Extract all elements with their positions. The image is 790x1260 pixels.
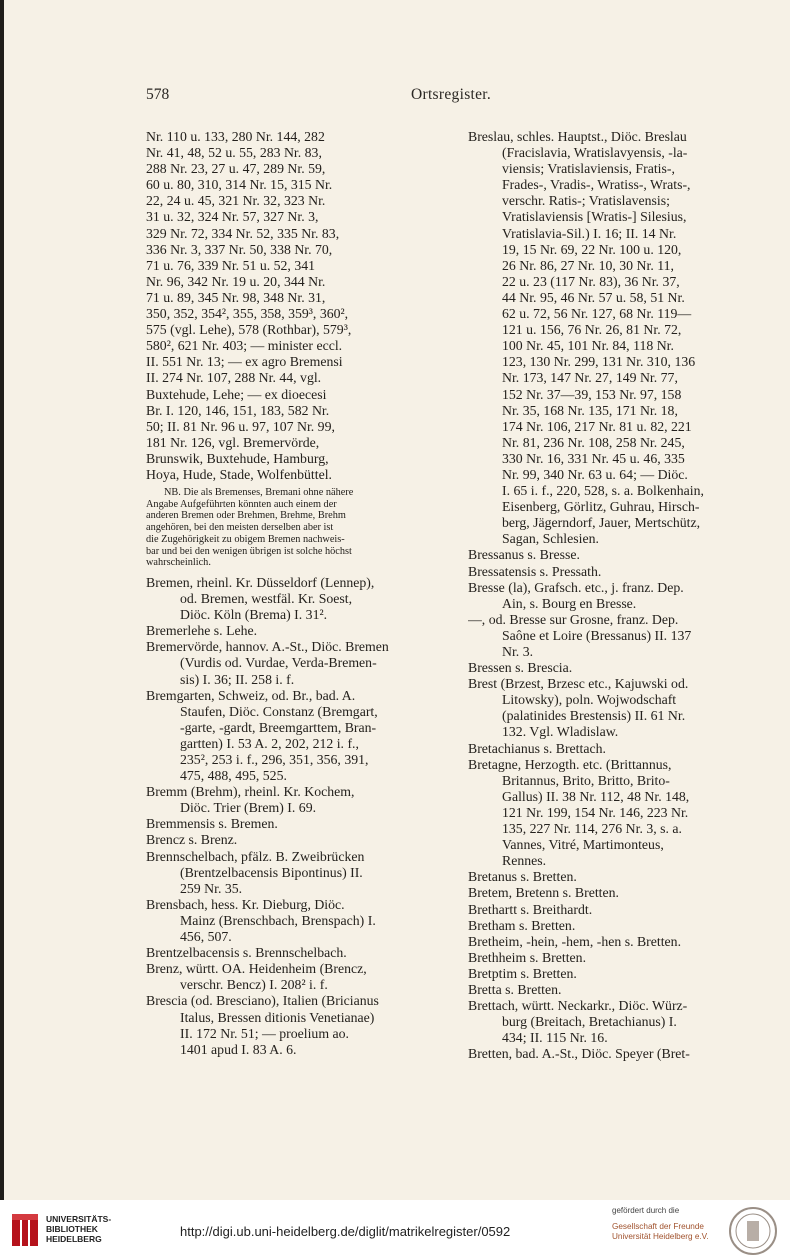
index-entry xyxy=(146,849,452,897)
index-entry xyxy=(468,547,788,563)
index-entry xyxy=(468,564,788,580)
entry-line: 434; II. 115 Nr. 16. xyxy=(502,1030,608,1046)
entry-line: 475, 488, 495, 525. xyxy=(180,768,287,784)
library-name xyxy=(46,1214,111,1244)
entry-line: Vratislaviensis [Wratis-] Silesius, xyxy=(502,209,687,225)
entry-line: 174 Nr. 106, 217 Nr. 81 u. 82, 221 xyxy=(502,418,692,434)
entry-line: Staufen, Diöc. Constanz (Bremgart, xyxy=(180,703,378,719)
entry-line: Diöc. Trier (Brem) I. 69. xyxy=(180,800,317,816)
index-entry-continued xyxy=(146,129,452,483)
entry-line: Sagan, Schlesien. xyxy=(502,531,599,547)
entry-line: viensis; Vratislaviensis, Fratis-, xyxy=(502,161,675,177)
footnote-line: Angabe Aufgeführten könnten auch einem der xyxy=(146,498,337,510)
running-title: Ortsregister. xyxy=(411,86,492,103)
society-name-line: Gesellschaft der Freunde xyxy=(612,1222,704,1231)
library-name-line: HEIDELBERG xyxy=(46,1234,102,1244)
entry-line: Bretham s. Bretten. xyxy=(468,917,576,933)
entry-line: Vannes, Vitré, Martimonteus, xyxy=(502,837,664,853)
entry-line: 329 Nr. 72, 334 Nr. 52, 335 Nr. 83, xyxy=(146,225,340,241)
index-entry xyxy=(468,129,788,547)
entry-line: Brest (Brzest, Brzesc etc., Kajuwski od. xyxy=(468,676,689,692)
entry-line: 31 u. 32, 324 Nr. 57, 327 Nr. 3, xyxy=(146,209,319,225)
entry-line: Britannus, Brito, Britto, Brito- xyxy=(502,772,670,788)
entry-line: Buxtehude, Lehe; — ex dioecesi xyxy=(146,386,327,402)
footnote-line: angehören, bei den meisten derselben aber ist xyxy=(146,522,334,534)
entry-line: II. 551 Nr. 13; — ex agro Bremensi xyxy=(146,354,343,370)
index-entry xyxy=(468,902,788,918)
entry-line: 181 Nr. 126, vgl. Bremervörde, xyxy=(146,434,320,450)
entry-line: 330 Nr. 16, 331 Nr. 45 u. 46, 335 xyxy=(502,450,685,466)
entry-line: Nr. 3. xyxy=(502,644,534,659)
entry-line: Bressatensis s. Pressath. xyxy=(468,563,602,579)
entry-line: Litowsky), poln. Wojwodschaft xyxy=(502,692,677,708)
entry-line: -garte, -gardt, Breemgarttem, Bran- xyxy=(180,719,377,735)
funded-by-label: gefördert durch die xyxy=(612,1206,680,1215)
entry-line: Bretheim, -hein, -hem, -hen s. Bretten. xyxy=(468,933,682,949)
index-entry xyxy=(146,993,452,1057)
footnote-line: die Zugehörigkeit zu obigem Bremen nachweis- xyxy=(146,533,345,545)
entry-line: Brentzelbacensis s. Brennschelbach. xyxy=(146,945,347,961)
index-entry xyxy=(468,660,788,676)
entry-line: 123, 130 Nr. 299, 131 Nr. 310, 136 xyxy=(502,354,696,370)
index-entry xyxy=(468,982,788,998)
entry-line: Bremmensis s. Bremen. xyxy=(146,816,278,832)
university-library-logo[interactable] xyxy=(10,1210,40,1250)
entry-line: 580², 621 Nr. 403; — minister eccl. xyxy=(146,338,343,354)
entry-line: Brenz, württ. OA. Heidenheim (Brencz, xyxy=(146,961,367,977)
index-entry xyxy=(468,934,788,950)
entry-line: 22 u. 23 (117 Nr. 83), 36 Nr. 37, xyxy=(502,273,680,289)
entry-line: Nr. 173, 147 Nr. 27, 149 Nr. 77, xyxy=(502,370,678,386)
entry-line: 132. Vgl. Wladislaw. xyxy=(502,724,619,740)
entry-line: 152 Nr. 37—39, 153 Nr. 97, 158 xyxy=(502,386,682,402)
entry-line: od. Bremen, westfäl. Kr. Soest, xyxy=(180,591,353,607)
entry-line: Hoya, Hude, Stade, Wolfenbüttel. xyxy=(146,466,333,482)
entry-line: Mainz (Brenschbach, Brenspach) I. xyxy=(180,912,376,928)
entry-line: Bretten, bad. A.-St., Diöc. Speyer (Bret- xyxy=(468,1046,690,1062)
entry-line: 62 u. 72, 56 Nr. 127, 68 Nr. 119— xyxy=(502,306,692,322)
entry-line: Brunswik, Buxtehude, Hamburg, xyxy=(146,450,329,466)
entry-line: 100 Nr. 45, 101 Nr. 84, 118 Nr. xyxy=(502,338,674,354)
entry-line: 71 u. 76, 339 Nr. 51 u. 52, 341 xyxy=(146,257,316,273)
entry-line: Vratislavia-Sil.) I. 16; II. 14 Nr. xyxy=(502,225,677,241)
entry-line: Br. I. 120, 146, 151, 183, 582 Nr. xyxy=(146,402,330,418)
entry-line: burg (Breitach, Bretachianus) I. xyxy=(502,1014,677,1030)
entry-line: Bretta s. Bretten. xyxy=(468,981,562,997)
footnote-line: bar und bei den wenigen übrigen ist solche höchst xyxy=(146,545,352,557)
entry-line: sis) I. 36; II. 258 i. f. xyxy=(180,671,295,687)
entry-line: Bremgarten, Schweiz, od. Br., bad. A. xyxy=(146,687,356,703)
entry-line: Bretachianus s. Brettach. xyxy=(468,740,606,756)
entry-line: Bressanus s. Bresse. xyxy=(468,547,580,563)
entry-line: Bremerlehe s. Lehe. xyxy=(146,623,258,639)
footnote-line: anderen Bremen oder Brehmen, Brehme, Brehm xyxy=(146,510,346,522)
entry-line: I. 65 i. f., 220, 528, s. a. Bolkenhain, xyxy=(502,483,704,499)
entry-line: 350, 352, 354², 355, 358, 359³, 360², xyxy=(146,306,349,322)
society-name-line: Universität Heidelberg e.V. xyxy=(612,1232,709,1241)
index-entry xyxy=(468,580,788,612)
viewer-footer xyxy=(0,1200,790,1260)
footnote xyxy=(146,487,452,569)
entry-line: 135, 227 Nr. 114, 276 Nr. 3, s. a. xyxy=(502,821,682,837)
entry-line: 121 u. 156, 76 Nr. 26, 81 Nr. 72, xyxy=(502,322,682,338)
index-entry xyxy=(146,897,452,945)
entry-line: 575 (vgl. Lehe), 578 (Rothbar), 579³, xyxy=(146,322,352,338)
entry-line: Bretanus s. Bretten. xyxy=(468,869,577,885)
left-column xyxy=(146,129,452,1058)
entry-line: Brencz s. Brenz. xyxy=(146,832,238,848)
entry-line: (Brentzelbacensis Bipontinus) II. xyxy=(180,864,363,880)
entry-line: Diöc. Köln (Brema) I. 31². xyxy=(180,607,328,623)
footnote-line: NB. Die als Bremenses, Bremani ohne nähere xyxy=(164,487,354,499)
society-name[interactable] xyxy=(612,1222,709,1242)
entry-line: II. 172 Nr. 51; — proelium ao. xyxy=(180,1025,349,1041)
entry-line: Eisenberg, Görlitz, Guhrau, Hirsch- xyxy=(502,499,700,515)
entry-line: Bremervörde, hannov. A.-St., Diöc. Bremen xyxy=(146,639,389,655)
index-entry xyxy=(146,816,452,832)
index-entry xyxy=(146,945,452,961)
entry-line: berg, Jägerndorf, Jauer, Mertschütz, xyxy=(502,515,701,531)
index-entry xyxy=(468,1046,788,1062)
entry-line: —, od. Bresse sur Grosne, franz. Dep. xyxy=(468,611,679,627)
entry-line: Nr. 96, 342 Nr. 19 u. 20, 344 Nr. xyxy=(146,273,326,289)
entry-line: (Fracislavia, Wratislavyensis, -la- xyxy=(502,145,688,161)
entry-line: 456, 507. xyxy=(180,929,232,945)
index-entry xyxy=(468,918,788,934)
index-entry xyxy=(468,885,788,901)
entry-line: 288 Nr. 23, 27 u. 47, 289 Nr. 59, xyxy=(146,161,326,177)
index-entry xyxy=(146,688,452,785)
entry-line: 235², 253 i. f., 296, 351, 356, 391, xyxy=(180,752,369,768)
index-entry xyxy=(146,623,452,639)
library-name-line: UNIVERSITÄTS- xyxy=(46,1214,112,1224)
university-seal-icon xyxy=(728,1206,778,1256)
permalink-url[interactable]: http://digi.ub.uni-heidelberg.de/diglit/matrikelregister/0592 xyxy=(180,1224,511,1239)
entry-line: Gallus) II. 38 Nr. 112, 48 Nr. 148, xyxy=(502,788,690,804)
entry-line: 19, 15 Nr. 69, 22 Nr. 100 u. 120, xyxy=(502,241,682,257)
index-entry xyxy=(468,998,788,1046)
index-entry xyxy=(468,966,788,982)
library-name-line: BIBLIOTHEK xyxy=(46,1224,98,1234)
entry-line: 50; II. 81 Nr. 96 u. 97, 107 Nr. 99, xyxy=(146,418,335,434)
entry-line: Bremen, rheinl. Kr. Düsseldorf (Lennep), xyxy=(146,574,375,590)
entry-line: II. 274 Nr. 107, 288 Nr. 44, vgl. xyxy=(146,370,322,386)
index-entry xyxy=(146,784,452,816)
entry-line: 121 Nr. 199, 154 Nr. 146, 223 Nr. xyxy=(502,804,689,820)
entry-line: Frades-, Vradis-, Wratiss-, Wrats-, xyxy=(502,177,691,193)
entry-line: gartten) I. 53 A. 2, 202, 212 i. f., xyxy=(180,735,359,751)
entry-line: Ain, s. Bourg en Bresse. xyxy=(502,595,637,611)
entry-line: 26 Nr. 86, 27 Nr. 10, 30 Nr. 11, xyxy=(502,257,674,273)
index-entry xyxy=(468,676,788,740)
index-entry xyxy=(468,612,788,660)
entry-line: Brettach, württ. Neckarkr., Diöc. Würz- xyxy=(468,998,688,1014)
entry-line: Italus, Bressen ditionis Venetianae) xyxy=(180,1009,375,1025)
entry-line: Bretem, Bretenn s. Bretten. xyxy=(468,885,619,901)
entry-line: verschr. Bencz) I. 208² i. f. xyxy=(180,977,328,993)
entry-line: 1401 apud I. 83 A. 6. xyxy=(180,1041,297,1057)
entry-line: Nr. 41, 48, 52 u. 55, 283 Nr. 83, xyxy=(146,145,322,161)
right-column xyxy=(468,129,788,1062)
entry-line: Bressen s. Brescia. xyxy=(468,660,573,676)
footnote-line: wahrscheinlich. xyxy=(146,557,211,569)
entry-line: Nr. 35, 168 Nr. 135, 171 Nr. 18, xyxy=(502,402,678,418)
entry-line: verschr. Ratis-; Vratislavensis; xyxy=(502,193,670,209)
entry-line: Nr. 81, 236 Nr. 108, 258 Nr. 245, xyxy=(502,434,685,450)
page-number: 578 xyxy=(146,86,170,103)
entry-line: Brethheim s. Bretten. xyxy=(468,949,587,965)
index-entry xyxy=(468,741,788,757)
entry-line: 22, 24 u. 45, 321 Nr. 32, 323 Nr. xyxy=(146,193,326,209)
entry-line: 71 u. 89, 345 Nr. 98, 348 Nr. 31, xyxy=(146,289,326,305)
entry-line: Rennes. xyxy=(502,853,547,869)
index-entry xyxy=(468,950,788,966)
entry-line: Brensbach, hess. Kr. Dieburg, Diöc. xyxy=(146,896,345,912)
entry-line: 60 u. 80, 310, 314 Nr. 15, 315 Nr. xyxy=(146,177,333,193)
entry-line: 336 Nr. 3, 337 Nr. 50, 338 Nr. 70, xyxy=(146,241,333,257)
entry-line: Bresse (la), Grafsch. etc., j. franz. Dep. xyxy=(468,579,684,595)
entry-line: 44 Nr. 95, 46 Nr. 57 u. 58, 51 Nr. xyxy=(502,289,685,305)
entry-line: Brennschelbach, pfälz. B. Zweibrücken xyxy=(146,848,365,864)
entry-line: Saône et Loire (Bressanus) II. 137 xyxy=(502,627,692,643)
index-entry xyxy=(146,575,452,623)
index-entry xyxy=(146,639,452,687)
entry-line: Brescia (od. Bresciano), Italien (Bricianus xyxy=(146,993,379,1009)
entry-line: (Vurdis od. Vurdae, Verda-Bremen- xyxy=(180,655,377,671)
entry-line: Bretptim s. Bretten. xyxy=(468,965,577,981)
entry-line: Breslau, schles. Hauptst., Diöc. Breslau xyxy=(468,129,687,144)
entry-line: Nr. 99, 340 Nr. 63 u. 64; — Diöc. xyxy=(502,466,688,482)
index-entry xyxy=(468,757,788,870)
index-entry xyxy=(146,832,452,848)
index-entry xyxy=(468,869,788,885)
entry-line: Brethartt s. Breithardt. xyxy=(468,901,593,917)
entry-line: Nr. 110 u. 133, 280 Nr. 144, 282 xyxy=(146,129,325,144)
entry-line: Bretagne, Herzogth. etc. (Brittannus, xyxy=(468,756,672,772)
entry-line: Bremm (Brehm), rheinl. Kr. Kochem, xyxy=(146,784,355,800)
entry-line: (palatinides Brestensis) II. 61 Nr. xyxy=(502,708,686,724)
page-header xyxy=(146,86,786,108)
entry-line: 259 Nr. 35. xyxy=(180,880,243,896)
index-entry xyxy=(146,961,452,993)
document-page xyxy=(4,0,790,1200)
